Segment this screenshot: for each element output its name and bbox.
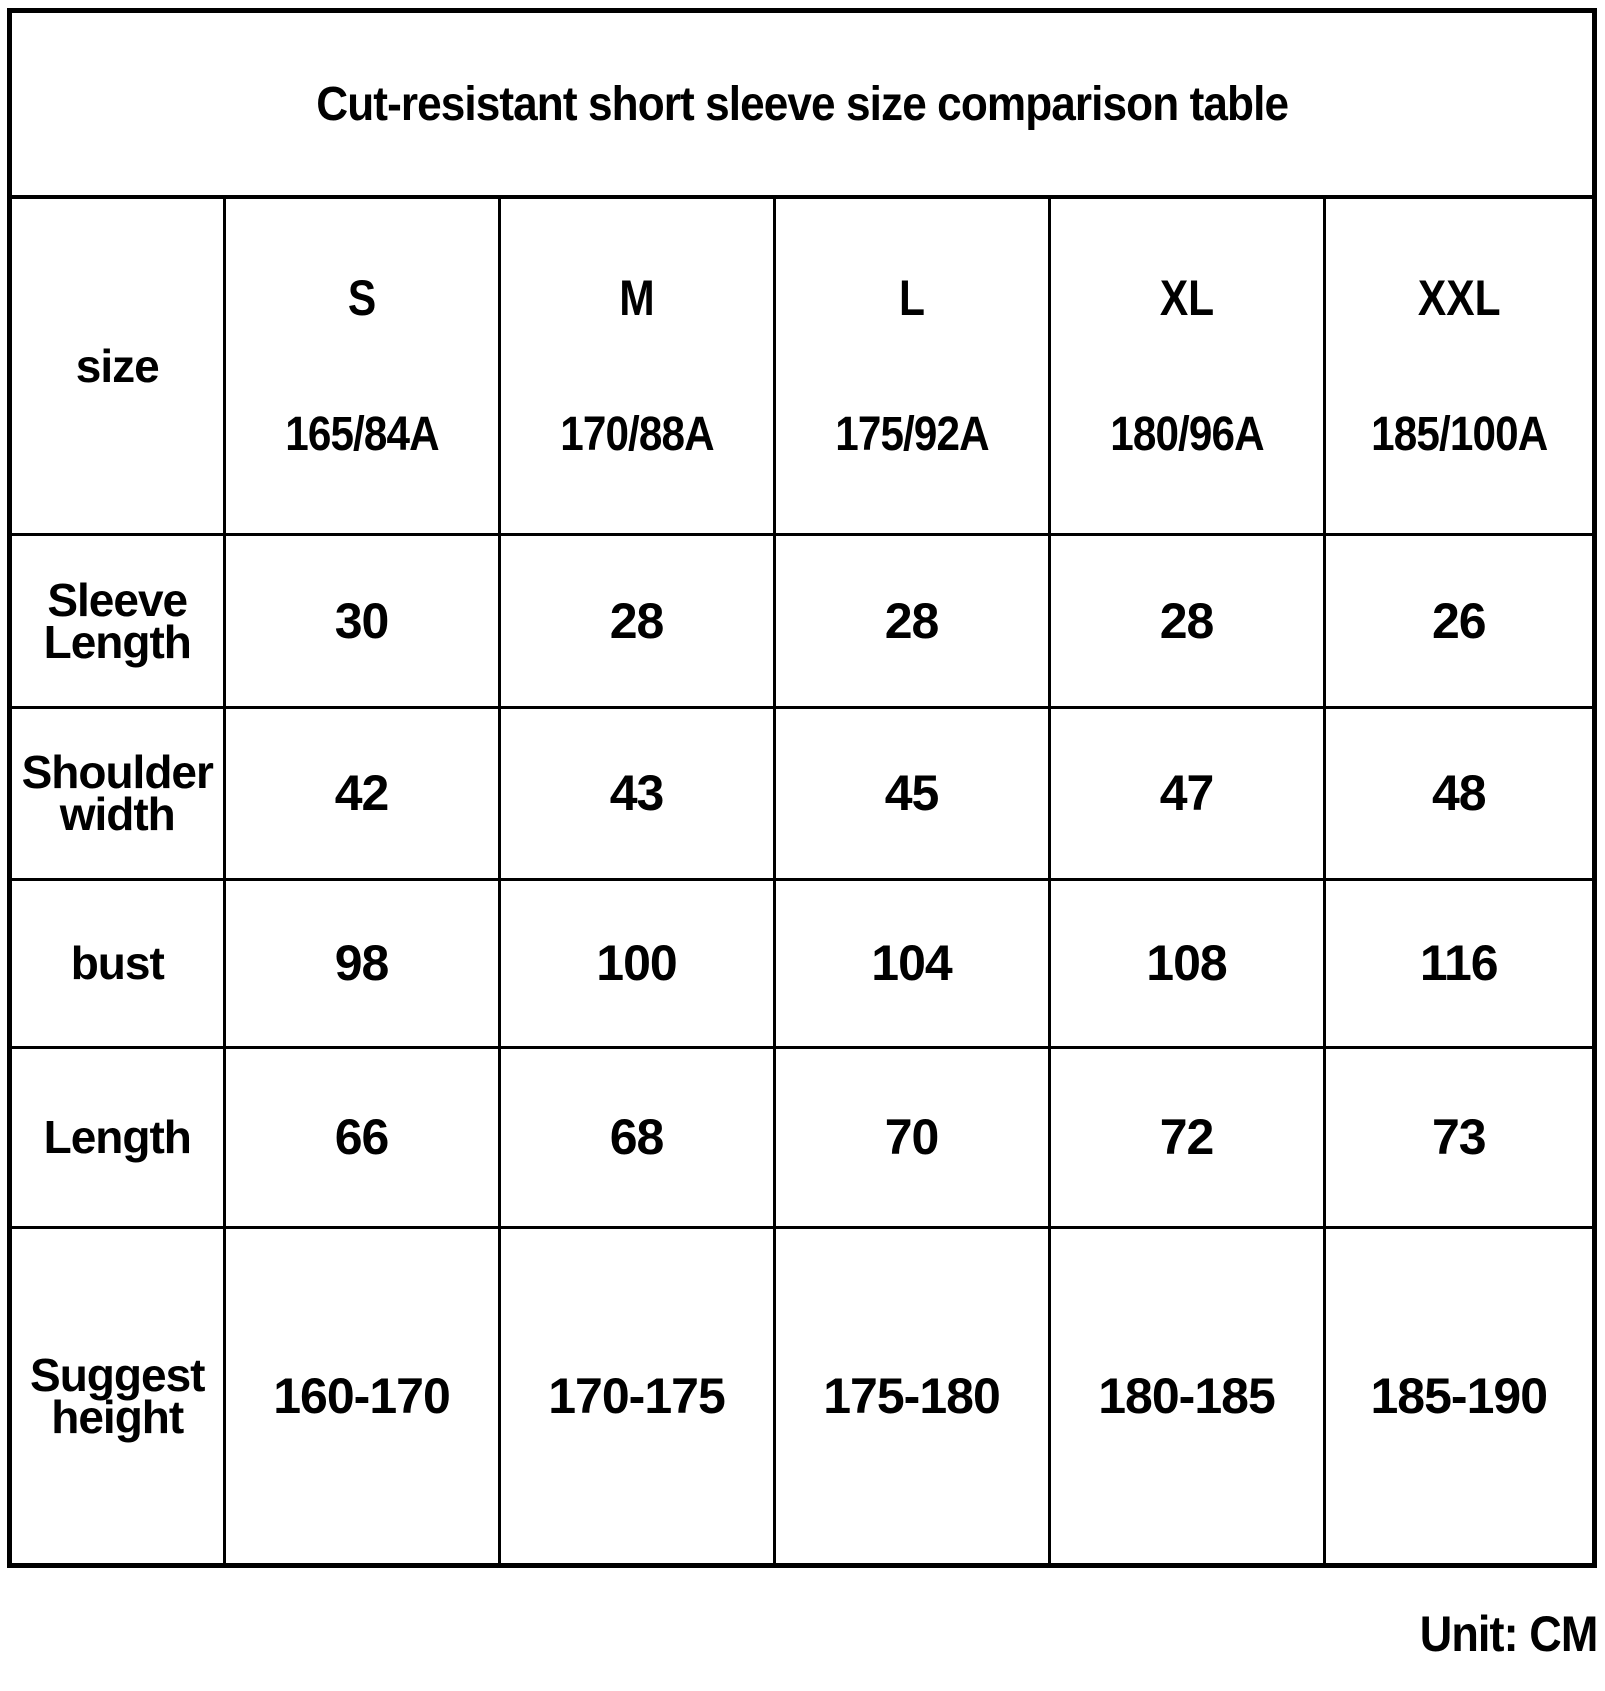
size-spec: 170/88A (559, 408, 714, 462)
value-cell: 47 (1049, 707, 1324, 879)
size-code: S (347, 270, 376, 327)
size-cell-xl (1049, 199, 1324, 534)
value-cell: 28 (1049, 534, 1324, 707)
value-cell: 170-175 (499, 1227, 774, 1563)
row-label-cell (12, 1227, 224, 1563)
row-label-line: width (59, 788, 175, 840)
row-label-line: Length (43, 1111, 191, 1163)
row-label-line: Sleeve (47, 573, 188, 626)
row-label-line: height (51, 1390, 184, 1443)
value-cell: 30 (224, 534, 499, 707)
size-cell-l (774, 199, 1049, 534)
value-cell: 68 (499, 1047, 774, 1227)
size-spec: 180/96A (1109, 408, 1264, 462)
size-cell-s (224, 199, 499, 534)
page-title: Cut-resistant short sleeve size comparison table (316, 77, 1288, 131)
value-cell: 28 (499, 534, 774, 707)
value-cell: 98 (224, 879, 499, 1047)
row-label-cell (12, 707, 224, 879)
size-cell-xxl (1324, 199, 1592, 534)
size-spec: 175/92A (834, 408, 989, 462)
table-row-sleeve-length (12, 534, 1592, 707)
size-header-row (12, 199, 1592, 534)
value-cell: 72 (1049, 1047, 1324, 1227)
row-label-cell (12, 534, 224, 707)
value-cell: 28 (774, 534, 1049, 707)
size-label: size (75, 339, 159, 392)
row-label-cell (12, 879, 224, 1047)
size-code: XXL (1417, 270, 1501, 327)
row-label-line: Suggest (30, 1348, 205, 1401)
value-cell: 48 (1324, 707, 1592, 879)
value-cell: 104 (774, 879, 1049, 1047)
row-label-line: Shoulder (21, 746, 213, 798)
size-label-cell (12, 199, 224, 534)
value-cell: 45 (774, 707, 1049, 879)
value-cell: 108 (1049, 879, 1324, 1047)
value-cell: 73 (1324, 1047, 1592, 1227)
size-code: M (618, 270, 655, 327)
size-spec: 165/84A (284, 408, 439, 462)
value-cell: 43 (499, 707, 774, 879)
value-cell: 100 (499, 879, 774, 1047)
value-cell: 66 (224, 1047, 499, 1227)
value-cell: 180-185 (1049, 1227, 1324, 1563)
row-label-cell (12, 1047, 224, 1227)
table-row-length (12, 1047, 1592, 1227)
value-cell: 160-170 (224, 1227, 499, 1563)
size-cell-m (499, 199, 774, 534)
value-cell: 185-190 (1324, 1227, 1592, 1563)
title-row (12, 13, 1592, 199)
size-code: XL (1159, 270, 1214, 327)
value-cell: 26 (1324, 534, 1592, 707)
table-row-shoulder-width (12, 707, 1592, 879)
row-label-line: Length (43, 615, 191, 668)
row-label-line: bust (70, 937, 164, 989)
table-row-bust (12, 879, 1592, 1047)
size-table (12, 199, 1592, 1563)
size-code: L (898, 270, 925, 327)
value-cell: 116 (1324, 879, 1592, 1047)
value-cell: 175-180 (774, 1227, 1049, 1563)
table-row-suggest-height (12, 1227, 1592, 1563)
size-chart-frame (7, 8, 1597, 1568)
size-spec: 185/100A (1370, 408, 1547, 462)
unit-note: Unit: CM (1419, 1606, 1597, 1662)
value-cell: 42 (224, 707, 499, 879)
value-cell: 70 (774, 1047, 1049, 1227)
